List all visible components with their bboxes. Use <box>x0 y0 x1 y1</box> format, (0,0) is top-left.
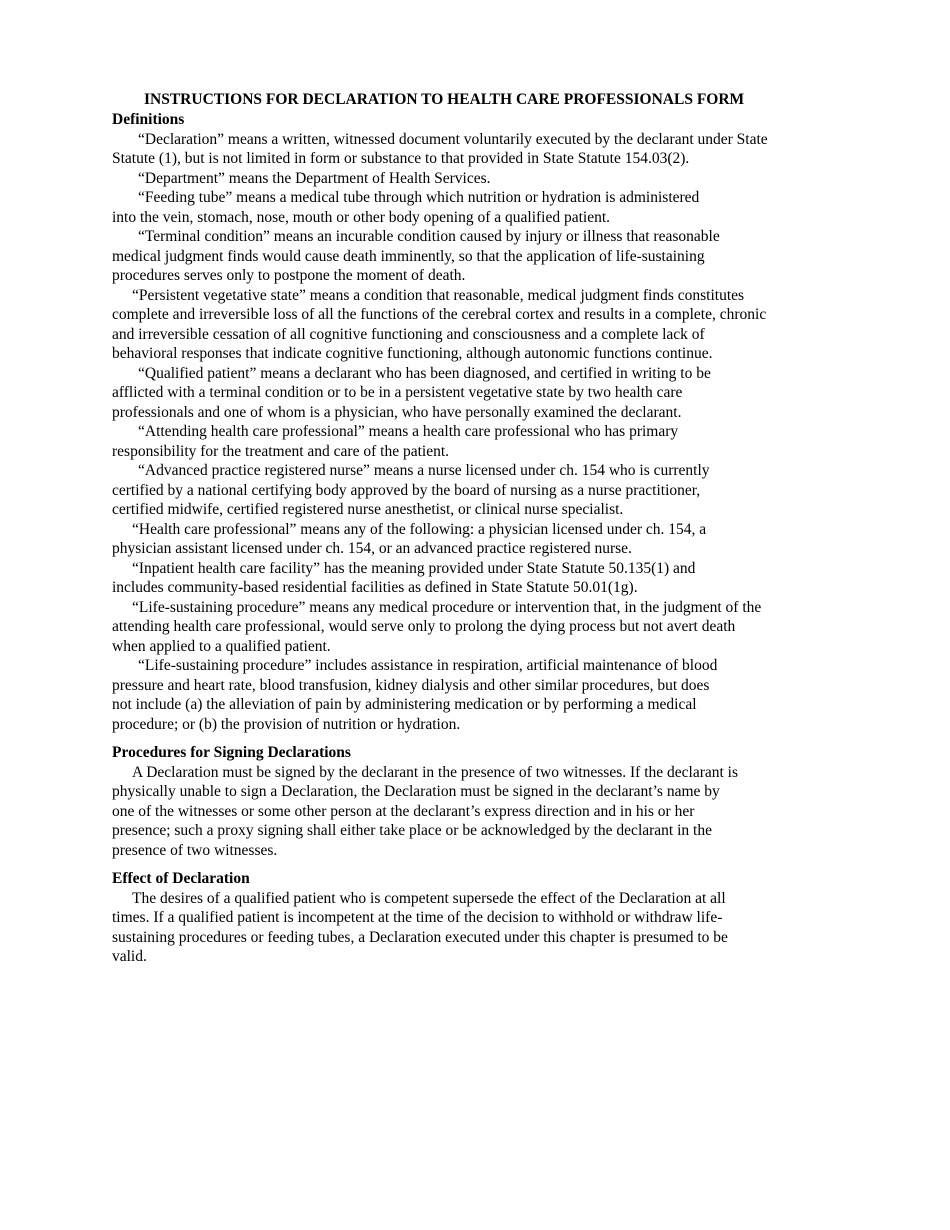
section-heading-effect: Effect of Declaration <box>112 870 250 887</box>
effect-paragraph: The desires of a qualified patient who is competent supersede the effect of the Declaration at all times. If a qualified patient is incompetent at the time of the decision to withhold or withdraw life- sustaining procedures or feeding tubes, a Declaration executed under this chapter is presumed to be valid. <box>112 889 728 965</box>
procedures-paragraph: A Declaration must be signed by the declarant in the presence of two witnesses. If the declarant is physically unable to sign a Declaration, the Declaration must be signed in the declarant’s name by one of the witnesses or some other person at the declarant’s express direction and in his or her presence; such a proxy signing shall either take place or be acknowledged by the declarant in the presence of two witnesses. <box>112 763 739 859</box>
definition-inpatient-facility: “Inpatient health care facility” has the meaning provided under State Statute 50.135(1) and includes community-based residential facilities as defined in State Statute 50.01(1g). <box>112 559 696 596</box>
definition-life-sustaining-procedure: “Life-sustaining procedure” means any medical procedure or intervention that, in the judgment of the attending health care professional, would serve only to prolong the dying process but not avert death when applied to a qualified patient. <box>112 598 762 655</box>
definition-feeding-tube: “Feeding tube” means a medical tube through which nutrition or hydration is administered into the vein, stomach, nose, mouth or other body opening of a qualified patient. <box>112 189 700 226</box>
document-title: INSTRUCTIONS FOR DECLARATION TO HEALTH CARE PROFESSIONALS FORM <box>144 91 745 108</box>
definition-persistent-vegetative-state: “Persistent vegetative state” means a condition that reasonable, medical judgment finds constitutes complete and irreversible loss of all the functions of the cerebral cortex and results in a complete, chronic and irreversible cessation of all cognitive functioning and consciousness and a complete lack of behavioral responses that indicate cognitive functioning, although autonomic functions continue. <box>112 286 767 362</box>
definition-qualified-patient: “Qualified patient” means a declarant who has been diagnosed, and certified in writing to be afflicted with a terminal condition or to be in a persistent vegetative state by two health care professionals and one of whom is a physician, who have personally examined the declarant. <box>112 364 711 421</box>
definition-declaration: “Declaration” means a written, witnessed document voluntarily executed by the declarant under State Statute (1), but is not limited in form or substance to that provided in State Statute 154.03(2). <box>112 130 768 167</box>
definition-life-sustaining-includes: “Life-sustaining procedure” includes assistance in respiration, artificial maintenance of blood pressure and heart rate, blood transfusion, kidney dialysis and other similar procedures, but does not include (a) the alleviation of pain by administering medication or by performing a medical procedure; or (b) the provision of nutrition or hydration. <box>112 657 718 733</box>
document-page <box>112 90 842 967</box>
section-heading-definitions: Definitions <box>112 111 185 128</box>
definition-terminal-condition: “Terminal condition” means an incurable condition caused by injury or illness that reasonable medical judgment finds would cause death imminently, so that the application of life-sustaining procedures serves only to postpone the moment of death. <box>112 228 720 284</box>
section-heading-procedures: Procedures for Signing Declarations <box>112 744 351 761</box>
definition-department: “Department” means the Department of Health Services. <box>138 169 491 187</box>
definition-health-care-professional: “Health care professional” means any of the following: a physician licensed under ch. 154, a physician assistant licensed under ch. 154, or an advanced practice registered nurse. <box>112 520 707 557</box>
definition-attending-professional: “Attending health care professional” means a health care professional who has primary responsibility for the treatment and care of the patient. <box>112 423 679 460</box>
definition-advanced-practice-nurse: “Advanced practice registered nurse” means a nurse licensed under ch. 154 who is currently certified by a national certifying body approved by the board of nursing as a nurse practitioner, certified midwife, certified registered nurse anesthetist, or clinical nurse specialist. <box>112 462 710 518</box>
